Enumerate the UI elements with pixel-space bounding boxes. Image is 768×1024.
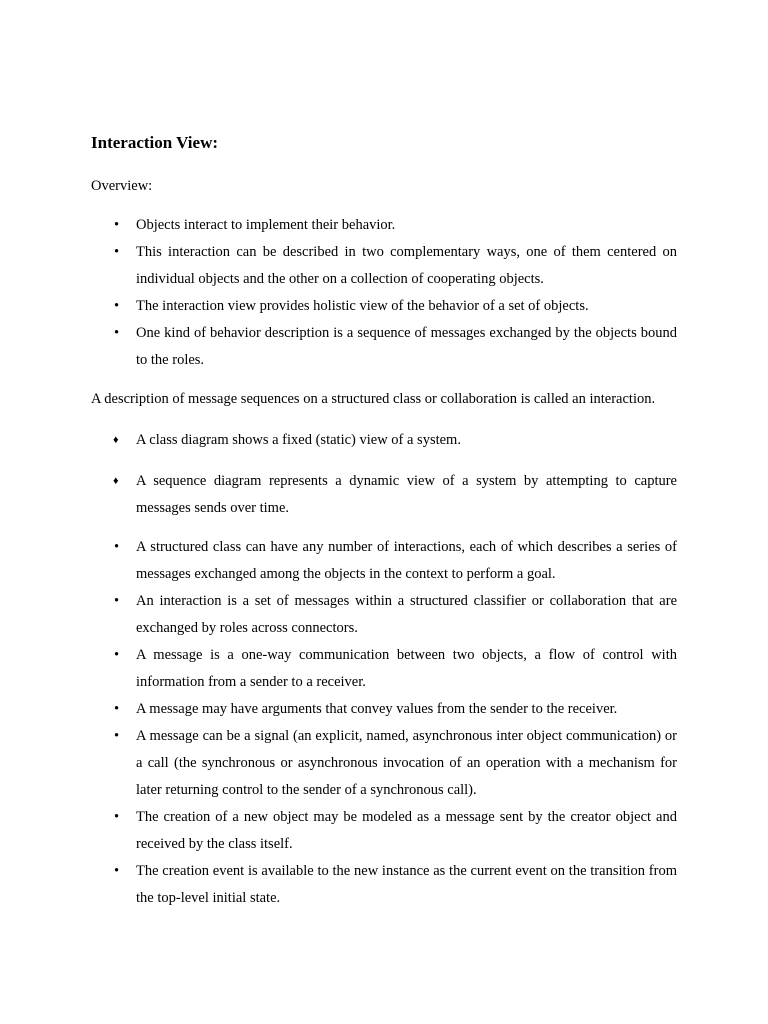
list-item: • A message may have arguments that convey values from the sender to the receiver. [0,696,768,723]
diamond-list-1 [0,427,768,454]
diamond-bullet-icon: ♦ [113,434,119,446]
bullet-icon: • [114,539,120,555]
list-item: ♦ A class diagram shows a fixed (static) view of a system. [0,427,768,454]
bullet-icon: • [114,217,120,233]
list-item: • One kind of behavior description is a sequence of messages exchanged by the objects bound to the roles. [0,320,768,374]
overview-label: Overview: [91,178,153,194]
bullet-icon: • [114,244,120,260]
bullet-icon: • [114,701,120,717]
bullet-icon: • [114,325,120,341]
diamond-list-2 [0,468,768,522]
bullet-icon: • [114,728,120,744]
bullet-icon: • [114,647,120,663]
list-item: • A message is a one-way communication between two objects, a flow of control with information from a sender to a receiver. [0,642,768,696]
list-item: • This interaction can be described in two complementary ways, one of them centered on individual objects and the other on a collection of cooperating objects. [0,239,768,293]
list-item: • A message can be a signal (an explicit, named, asynchronous inter object communication) or a call (the synchronous or asynchronous invocation of an operation with a mechanism for later returning control to the sender of a synchronous call). [0,723,768,804]
list-item: • An interaction is a set of messages within a structured classifier or collaboration that are exchanged by roles across connectors. [0,588,768,642]
list-item: ♦ A sequence diagram represents a dynamic view of a system by attempting to capture messages sends over time. [0,468,768,522]
list-item: • Objects interact to implement their behavior. [0,212,768,239]
overview-list [0,212,768,374]
description-paragraph: A description of message sequences on a structured class or collaboration is called an interaction. [91,391,656,407]
bullet-icon: • [114,809,120,825]
interaction-details-list [0,534,768,912]
list-item: • The creation of a new object may be modeled as a message sent by the creator object and received by the class itself. [0,804,768,858]
bullet-icon: • [114,863,120,879]
bullet-icon: • [114,298,120,314]
bullet-icon: • [114,593,120,609]
list-item: • The creation event is available to the new instance as the current event on the transition from the top-level initial state. [0,858,768,912]
list-item: • A structured class can have any number of interactions, each of which describes a series of messages exchanged among the objects in the context to perform a goal. [0,534,768,588]
list-item: • The interaction view provides holistic view of the behavior of a set of objects. [0,293,768,320]
page-title: Interaction View: [91,133,219,152]
diamond-bullet-icon: ♦ [113,475,119,487]
